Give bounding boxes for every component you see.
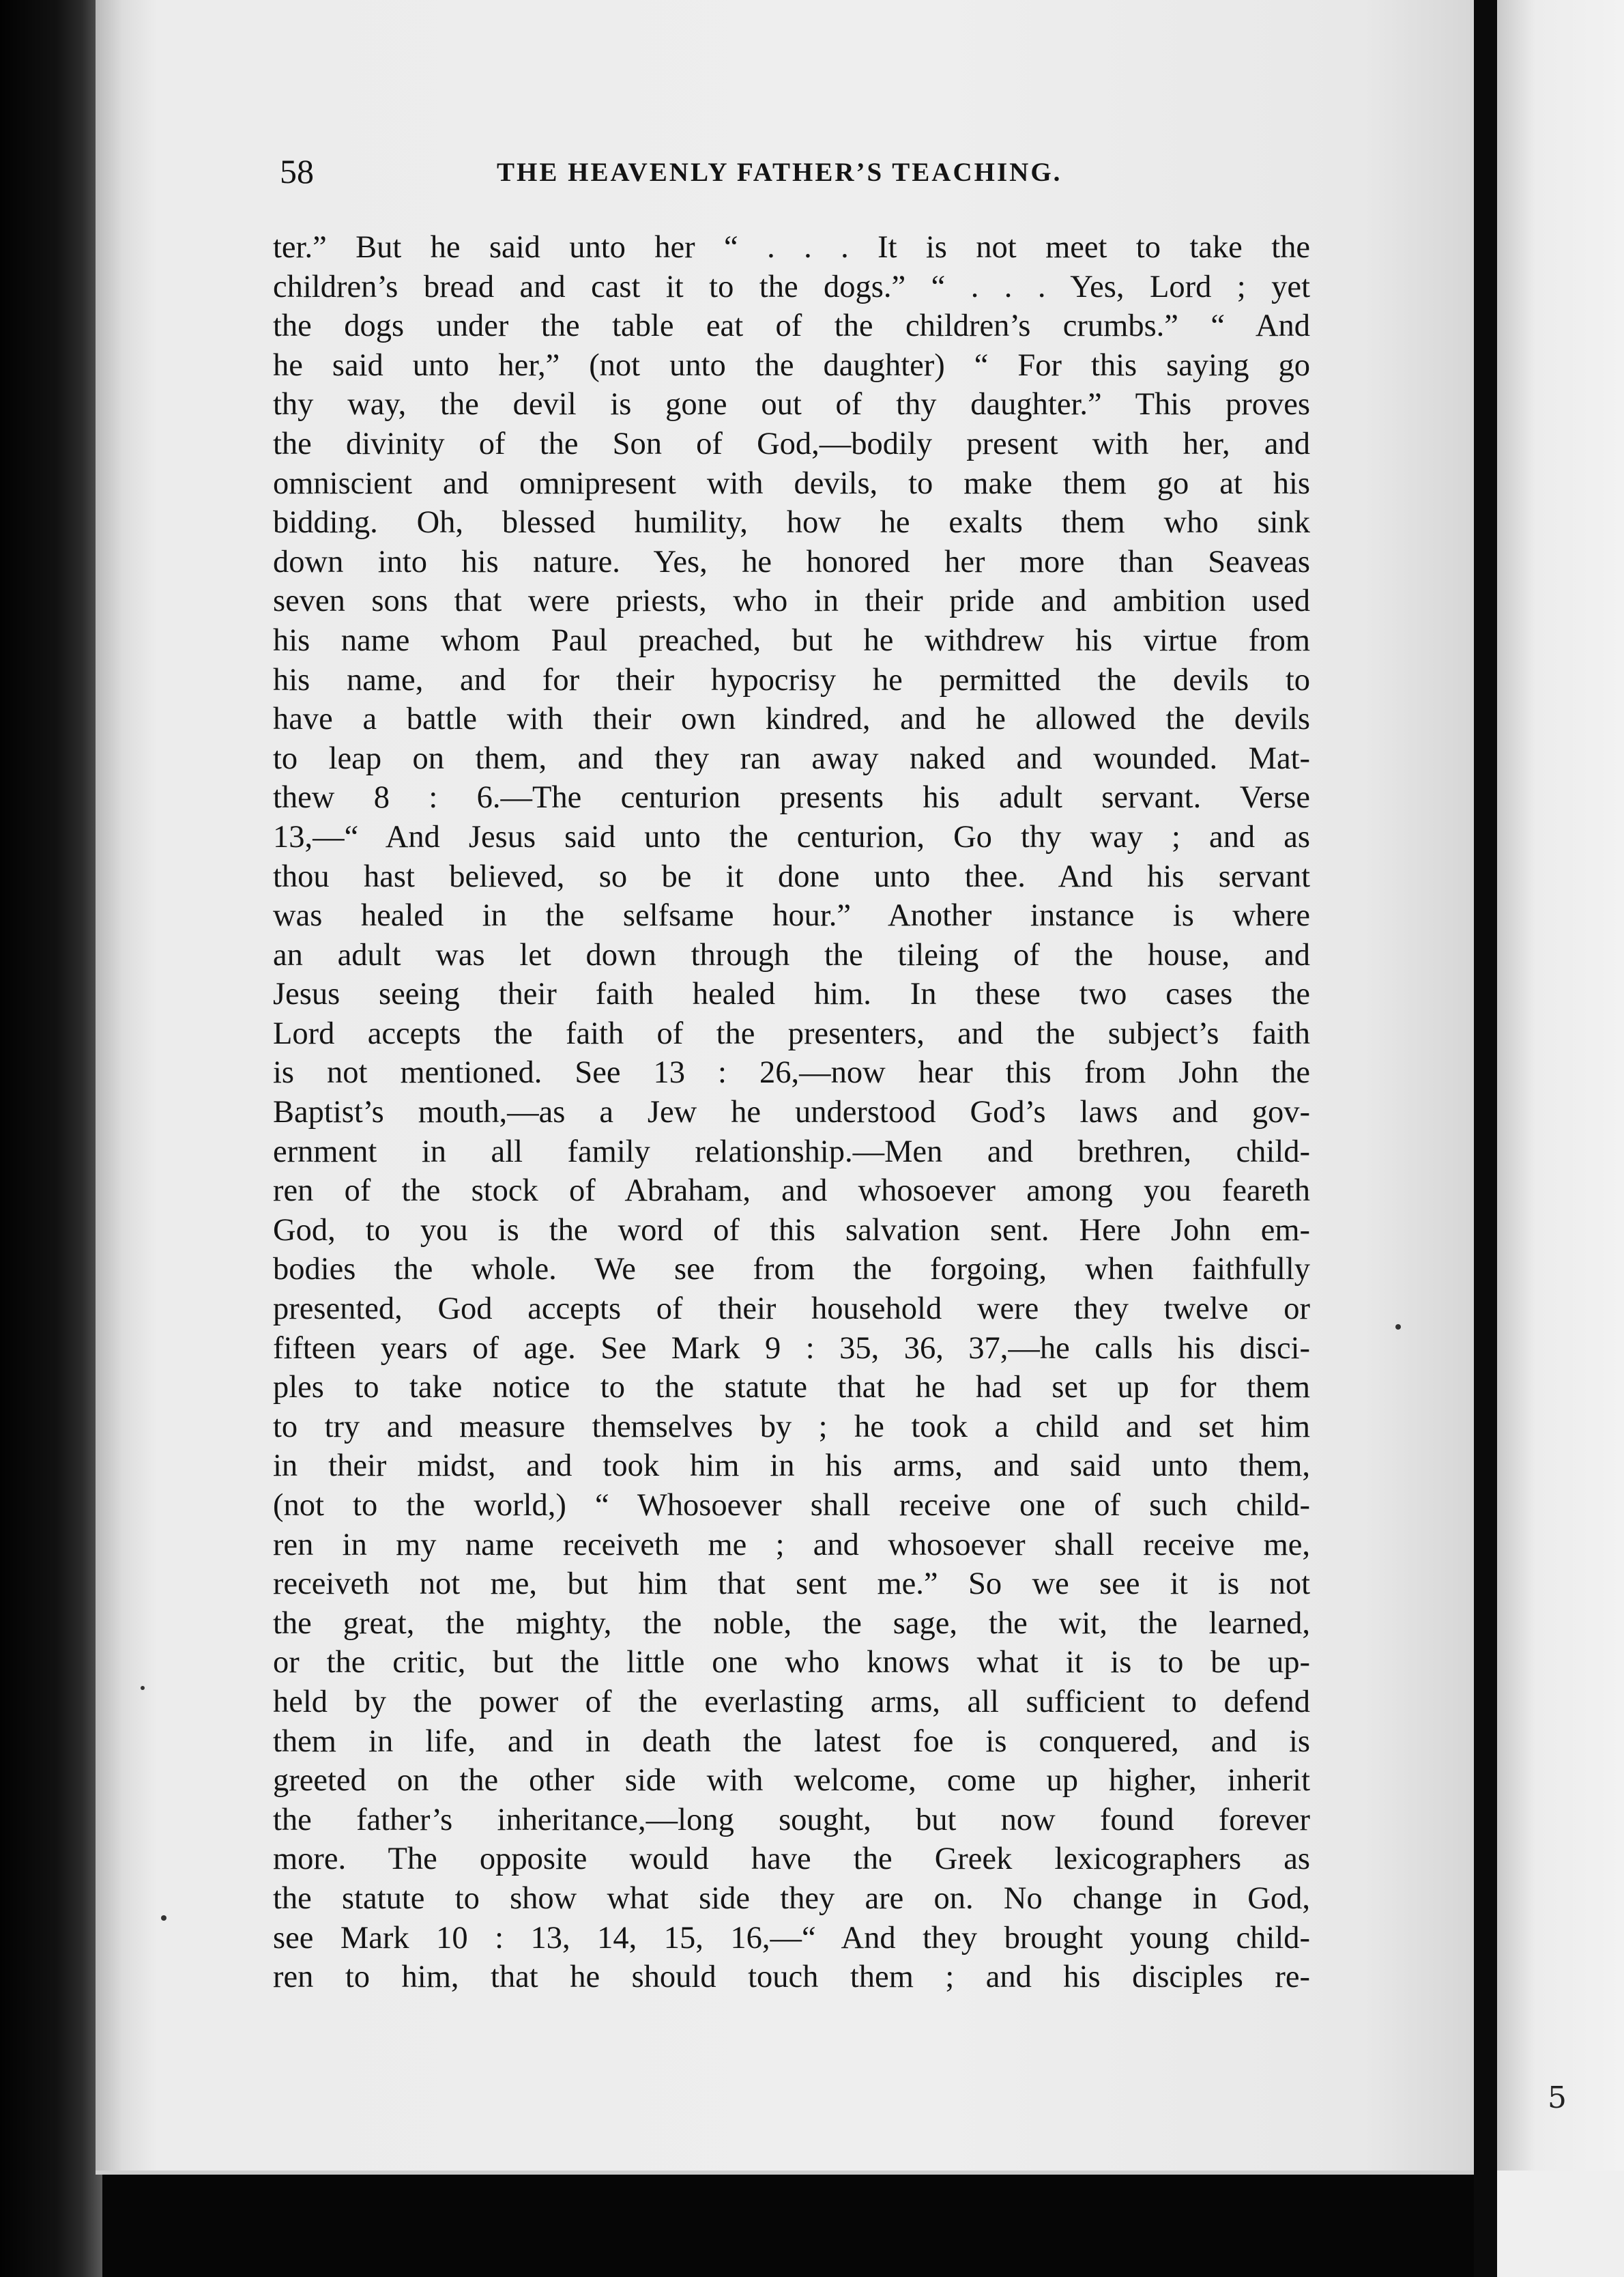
text-line: to leap on them, and they ran away naked and wounded. Mat- [273,741,1310,776]
adjacent-page-number: 5 [1548,2080,1567,2115]
text-line: bodies the whole. We see from the forgoing, when faithfully [273,1252,1310,1287]
text-line: ernment in all family relationship.—Men and brethren, child- [273,1134,1310,1169]
text-line: more. The opposite would have the Greek lexicographers as [273,1842,1310,1877]
text-line: in their midst, and took him in his arms, and said unto them, [273,1448,1310,1484]
text-line: was healed in the selfsame hour.” Another instance is where [273,898,1310,934]
text-line: ples to take notice to the statute that he had set up for them [273,1370,1310,1405]
text-line: them in life, and in death the latest foe is conquered, and is [273,1723,1310,1759]
page-gutter [1474,0,1497,2277]
text-line: the father’s inheritance,—long sought, but now found forever [273,1802,1310,1837]
text-line: the dogs under the table eat of the children’s crumbs.” “ And [273,309,1310,344]
text-line: to try and measure themselves by ; he took a child and set him [273,1409,1310,1444]
text-line: seven sons that were priests, who in their pride and ambition used [273,584,1310,619]
text-line: his name whom Paul preached, but he withdrew his virtue from [273,622,1310,658]
page-number: 58 [280,152,314,190]
book-binding-shadow [0,0,102,2277]
text-line: have a battle with their own kindred, and he allowed the devils [273,702,1310,737]
text-line: greeted on the other side with welcome, come up higher, inherit [273,1763,1310,1799]
text-line: is not mentioned. See 13 : 26,—now hear this from John the [273,1055,1310,1091]
scan-speck [161,1915,166,1921]
text-line: an adult was let down through the tileing of the house, and [273,937,1310,973]
scan-speck [1395,1324,1401,1330]
text-line: thou hast believed, so be it done unto thee. And his servant [273,859,1310,894]
page-header [280,152,1317,192]
text-line: (not to the world,) “ Whosoever shall receive one of such child- [273,1488,1310,1523]
text-line: 13,—“ And Jesus said unto the centurion, Go thy way ; and as [273,819,1310,855]
adjacent-page-bottom [1497,2171,1624,2277]
text-line: bidding. Oh, blessed humility, how he exalts them who sink [273,505,1310,541]
text-line: Lord accepts the faith of the presenters, and the subject’s faith [273,1016,1310,1051]
text-line: his name, and for their hypocrisy he permitted the devils to [273,662,1310,698]
text-line: ter.” But he said unto her “ . . . It is not meet to take the [273,230,1310,265]
text-line: God, to you is the word of this salvation sent. Here John em- [273,1212,1310,1248]
text-line: or the critic, but the little one who knows what it is to be up- [273,1645,1310,1680]
running-title: THE HEAVENLY FATHER’S TEACHING. [497,158,1062,187]
text-line: the great, the mighty, the noble, the sage, the wit, the learned, [273,1605,1310,1641]
text-line: omniscient and omnipresent with devils, to make them go at his [273,466,1310,501]
text-line: ren of the stock of Abraham, and whosoever among you feareth [273,1173,1310,1209]
text-line: Jesus seeing their faith healed him. In these two cases the [273,977,1310,1012]
text-line: the divinity of the Son of God,—bodily present with her, and [273,426,1310,461]
text-line: thy way, the devil is gone out of thy daughter.” This proves [273,387,1310,423]
text-line: fifteen years of age. See Mark 9 : 35, 36, 37,—he calls his disci- [273,1330,1310,1366]
scan-speck [141,1686,145,1690]
text-line: Baptist’s mouth,—as a Jew he understood God’s laws and gov- [273,1095,1310,1130]
text-line: ren in my name receiveth me ; and whosoever shall receive me, [273,1527,1310,1562]
adjacent-page-edge [1497,0,1624,2277]
body-text [273,228,1310,1997]
text-line: presented, God accepts of their household were they twelve or [273,1291,1310,1327]
text-line: down into his nature. Yes, he honored her more than Seaveas [273,544,1310,579]
text-line: children’s bread and cast it to the dogs.” “ . . . Yes, Lord ; yet [273,269,1310,304]
text-line: receiveth not me, but him that sent me.” So we see it is not [273,1566,1310,1602]
text-line: held by the power of the everlasting arms, all sufficient to defend [273,1684,1310,1719]
text-line: see Mark 10 : 13, 14, 15, 16,—“ And they brought young child- [273,1920,1310,1956]
text-line: thew 8 : 6.—The centurion presents his adult servant. Verse [273,780,1310,816]
text-line: he said unto her,” (not unto the daughter) “ For this saying go [273,347,1310,383]
text-line: ren to him, that he should touch them ; and his disciples re- [273,1960,1310,1995]
text-line: the statute to show what side they are on. No change in God, [273,1880,1310,1916]
